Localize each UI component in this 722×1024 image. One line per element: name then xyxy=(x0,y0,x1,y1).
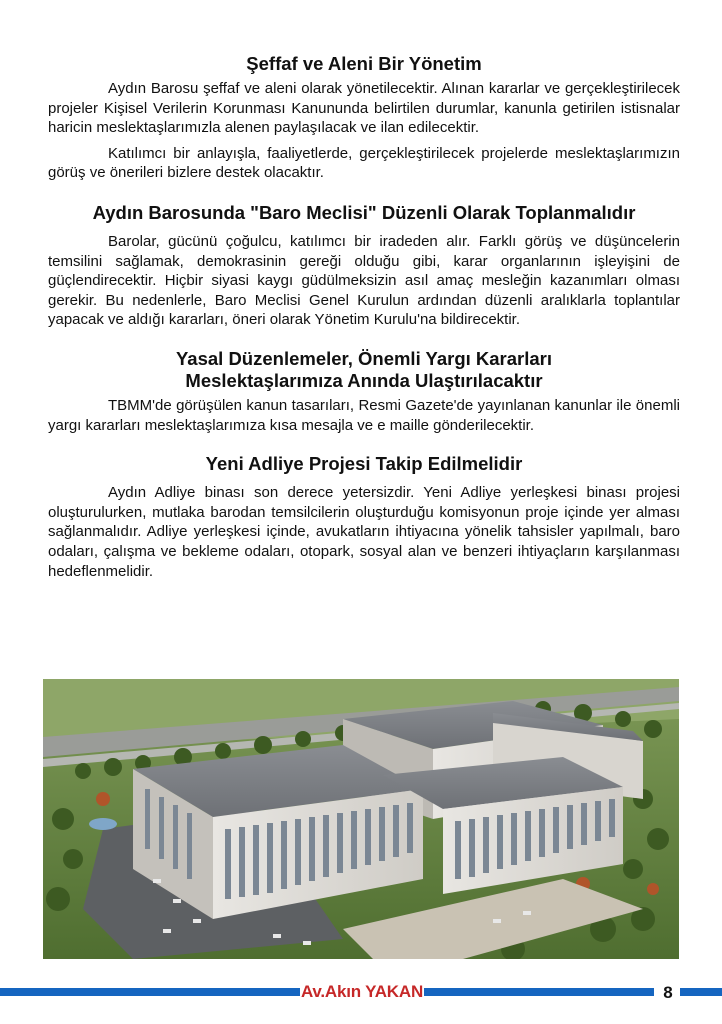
paragraph: Aydın Adliye binası son derece yetersizdir. Yeni Adliye yerleşkesi binası projesi oluşturulurken, mutlaka barodan temsilcilerin oluşturduğu komisyonun proje içinde yer alması sağlanmalıdır. Adliye yerleşkesi içinde, avukatların ihtiyacına yönelik tahsisler yapılmalı, baro odaları, çalışma ve bekleme odaları, otopark, sosyal alan ve benzeri ihtiyaçların karşılanması hedeflenmelidir. xyxy=(48,484,680,580)
section-title-bar-council: Aydın Barosunda "Baro Meclisi" Düzenli Olarak Toplanmalıdır xyxy=(92,201,636,223)
footer-author: Av.Akın YAKAN xyxy=(300,982,424,1001)
footer-rule-end xyxy=(680,988,722,996)
page-footer xyxy=(0,979,722,1009)
section-title-legal-updates xyxy=(48,348,680,392)
section-title-transparency: Şeffaf ve Aleni Bir Yönetim xyxy=(246,53,482,74)
courthouse-rendering-image xyxy=(43,679,679,959)
paragraph: TBMM'de görüşülen kanun tasarıları, Resmi Gazete'de yayınlanan kanunlar ile önemli yargı kararları meslektaşlarımıza kısa mesajla ve e maille gönderilecektir. xyxy=(48,396,680,434)
section-title-new-courthouse: Yeni Adliye Projesi Takip Edilmelidir xyxy=(205,453,523,475)
footer-rule-left xyxy=(0,988,300,996)
paragraph: Katılımcı bir anlayışla, faaliyetlerde, gerçekleştirilecek projelerde meslektaşlarımızın görüş ve önerileri bizlere destek olacaktır. xyxy=(48,144,680,182)
title-line-1: Yasal Düzenlemeler, Önemli Yargı Kararları xyxy=(175,347,553,369)
paragraph: Barolar, gücünü çoğulcu, katılımcı bir iradeden alır. Farklı görüş ve düşüncelerin temsilini sağlamak, demokrasinin gereği olduğu gibi, karar organlarının işleyişini de güçlendirecektir. Hiçbir siyasi kaygı güdülmeksizin asıl amaç mesleğin kazanımları olması gerekir. Bu nedenlerle, Baro Meclisi Genel Kurulun ardından düzenli aralıklarla toplantılar yapacak ve aldığı kararları, öneri olarak Yönetim Kurulu'na bildirecektir. xyxy=(48,232,680,329)
paragraph: Aydın Barosu şeffaf ve aleni olarak yönetilecektir. Alınan kararlar ve gerçekleştirilecek projeler Kişisel Verilerin Korunması Kanununda belirtilen durumlar, kanunla getirilen istisnalar haricin meslektaşlarımızla alenen paylaşılacak ve ilan edilecektir. xyxy=(48,80,680,137)
document-body xyxy=(48,44,680,581)
title-line-2: Meslektaşlarımıza Anında Ulaştırılacaktır xyxy=(185,369,543,391)
footer-rule-right xyxy=(424,988,654,996)
page-number: 8 xyxy=(663,983,673,1002)
